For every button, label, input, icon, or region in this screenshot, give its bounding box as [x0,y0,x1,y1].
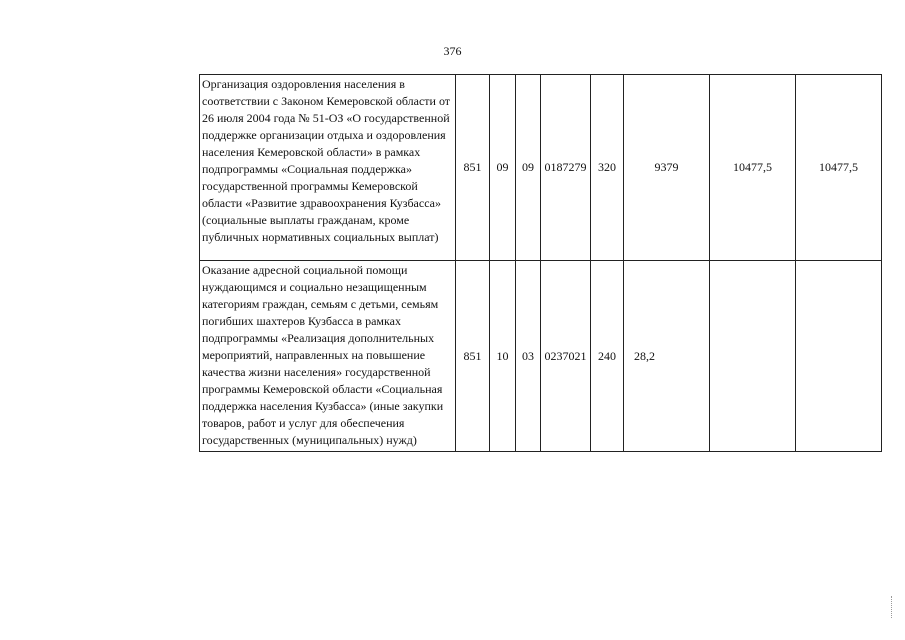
subsection-code: 03 [516,261,541,452]
row-description: Оказание адресной социальной помощи нуждающимся и социально незащищенным категориям граждан, семьям с детьми, семьям погибших шахтеров Кузбасса в рамках подпрограммы «Реализация дополнительных мероприятий, направленных на повышение качества жизни населения» государственной программы Кемеровской области «Социальная поддержка населения Кузбасса» (иные закупки товаров, работ и услуг для обеспечения государственных (муниципальных) нужд) [200,261,456,452]
table-row [200,75,882,261]
amount-year-2: 10477,5 [710,75,796,261]
amount-year-1: 28,2 [624,261,710,452]
row-description: Организация оздоровления населения в соответствии с Законом Кемеровской области от 26 июля 2004 года № 51-ОЗ «О государственной поддержке организации отдыха и оздоровления населения Кемеровской области» в рамках подпрограммы «Социальная поддержка» государственной программы Кемеровской области «Развитие здравоохранения Кузбасса» (социальные выплаты гражданам, кроме публичных нормативных социальных выплат) [200,75,456,261]
page-number: 376 [443,44,462,58]
section-code: 10 [490,261,516,452]
scan-edge-mark [891,596,895,618]
ministry-code: 851 [456,261,490,452]
target-article-code: 0237021 [541,261,591,452]
ministry-code: 851 [456,75,490,261]
budget-table [199,74,882,452]
amount-year-3 [796,261,882,452]
amount-year-3: 10477,5 [796,75,882,261]
table-row [200,261,882,452]
target-article-code: 0187279 [541,75,591,261]
section-code: 09 [490,75,516,261]
expense-type-code: 240 [591,261,624,452]
expense-type-code: 320 [591,75,624,261]
amount-year-1: 9379 [624,75,710,261]
subsection-code: 09 [516,75,541,261]
amount-year-2 [710,261,796,452]
